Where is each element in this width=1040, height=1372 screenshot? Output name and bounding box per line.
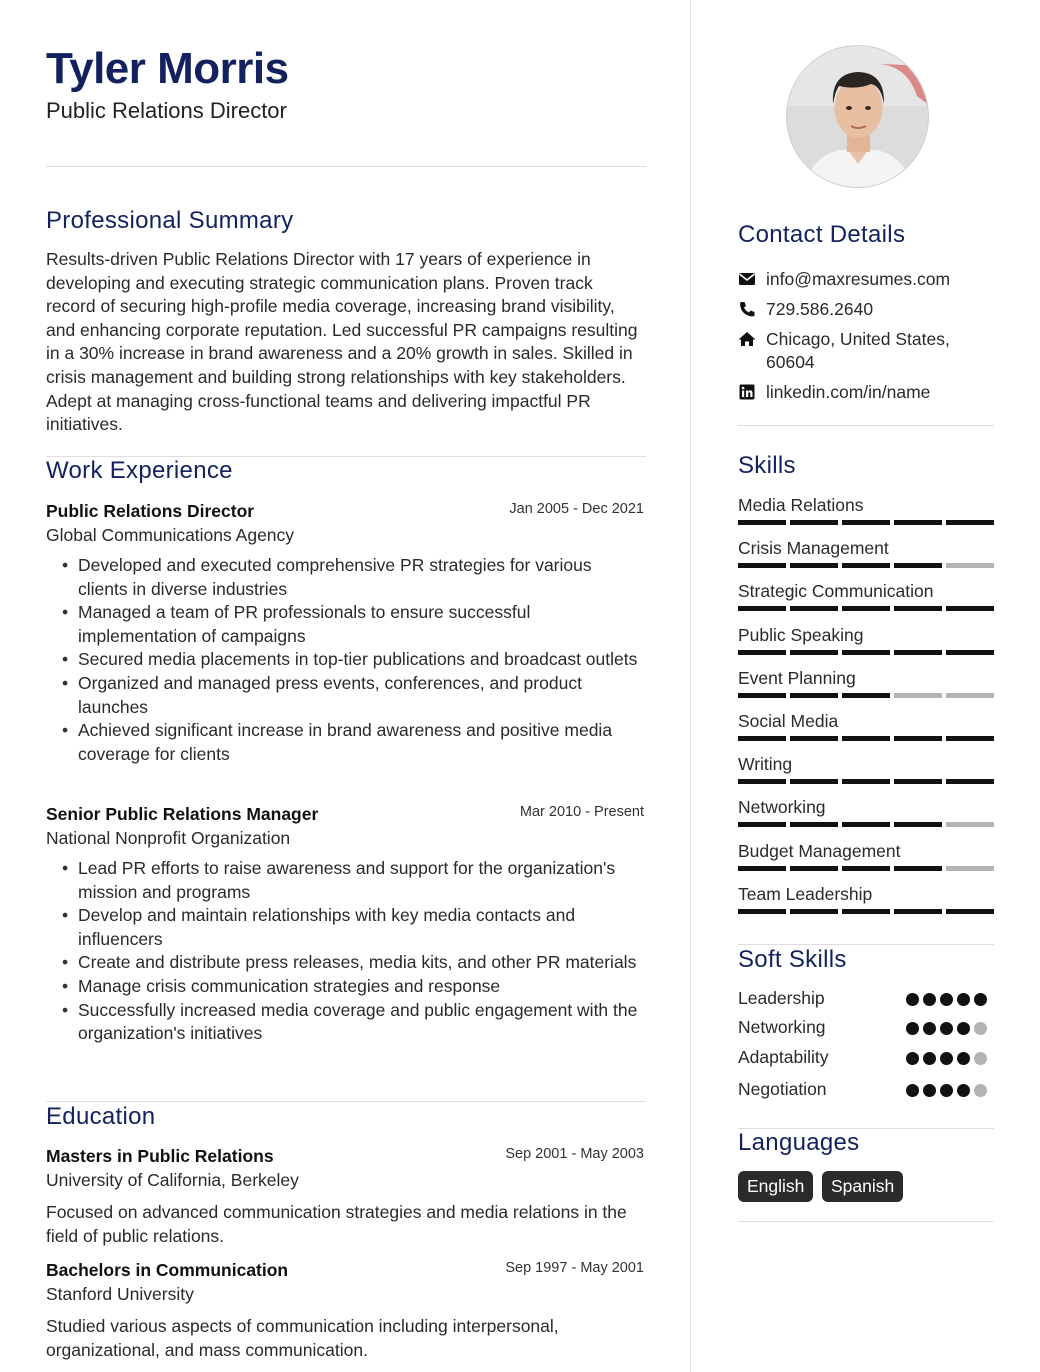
soft-skill-name: Leadership — [738, 988, 825, 1008]
rating-dot — [906, 1084, 919, 1097]
skill-name: Networking — [738, 797, 826, 818]
skill-level-segment — [894, 563, 942, 568]
rating-dot — [940, 1084, 953, 1097]
school-name: Stanford University — [46, 1284, 194, 1304]
skill-level-segment — [894, 822, 942, 827]
skill-level-bar — [738, 779, 994, 784]
skill-level-segment — [946, 736, 994, 741]
skill-level-bar — [738, 563, 994, 568]
skill-name: Media Relations — [738, 495, 864, 515]
skill-level-segment — [790, 693, 838, 698]
envelope-icon — [738, 271, 756, 287]
skill-name: Budget Management — [738, 840, 901, 861]
job-org: National Nonprofit Organization — [46, 828, 291, 848]
skill-level-segment — [894, 779, 942, 784]
rating-dot — [957, 993, 970, 1006]
skill-level-segment — [946, 520, 994, 525]
skill-level-segment — [946, 822, 994, 827]
soft-skill-rating — [906, 993, 986, 1007]
skills-divider — [738, 944, 994, 945]
skill-level-bar — [738, 520, 994, 525]
soft-skill-name: Negotiation — [738, 1079, 827, 1099]
skill-level-segment — [946, 650, 994, 655]
skill-level-segment — [946, 563, 994, 568]
skill-level-bar — [738, 866, 994, 871]
experience-heading: Work Experience — [46, 457, 233, 484]
job-date: Jan 2005 - Dec 2021 — [509, 501, 644, 517]
rating-dot — [974, 1084, 987, 1097]
skill-name: Social Media — [738, 711, 839, 731]
soft-skill-item — [738, 1079, 994, 1103]
skill-level-segment — [790, 909, 838, 914]
skill-level-segment — [894, 606, 942, 611]
skill-level-segment — [790, 822, 838, 827]
job-bullets — [60, 857, 640, 1046]
header-divider — [46, 166, 646, 167]
skill-item — [738, 495, 994, 516]
skill-level-segment — [842, 822, 890, 827]
rating-dot — [974, 993, 987, 1006]
column-divider — [690, 0, 691, 1372]
job-bullet: • Create and distribute press releases, media kits, and other PR materials — [60, 951, 640, 975]
soft-skill-item — [738, 988, 994, 1012]
soft-skill-item — [738, 1047, 994, 1071]
skill-level-segment — [738, 779, 786, 784]
skill-name: Event Planning — [738, 667, 856, 688]
language-chip: Spanish — [822, 1171, 903, 1202]
skill-level-segment — [842, 520, 890, 525]
phone-icon — [738, 301, 756, 317]
rating-dot — [923, 1052, 936, 1065]
school-name: University of California, Berkeley — [46, 1170, 299, 1190]
linkedin-link[interactable]: linkedin.com/in/name — [766, 382, 931, 402]
skill-level-segment — [738, 909, 786, 914]
skill-level-segment — [842, 909, 890, 914]
contact-divider — [738, 425, 994, 426]
skill-level-segment — [790, 779, 838, 784]
skill-item — [738, 754, 994, 775]
job-org: Global Communications Agency — [46, 525, 295, 545]
job-bullet: • Achieved significant increase in brand awareness and positive media coverage for clients — [60, 719, 640, 766]
skill-level-segment — [738, 736, 786, 741]
skill-level-bar — [738, 606, 994, 611]
skill-level-segment — [842, 779, 890, 784]
profile-photo — [786, 45, 929, 188]
language-chip: English — [738, 1171, 813, 1202]
rating-dot — [906, 993, 919, 1006]
contact-heading: Contact Details — [738, 221, 906, 248]
languages-heading: Languages — [738, 1129, 860, 1156]
summary-text: Results-driven Public Relations Director with 17 years of experience in developing and executing strategic communication plans. Proven track record of securing high-profile media coverage, increasing brand visibility, and enhancing corporate reputation. Led successful PR campaigns resulting in a 30% increase in brand awareness and a 20% growth in sales. Skilled in crisis management and building strong relationships with key stakeholders. Adept at managing cross-functional teams and delivering impactful PR initiatives. — [46, 249, 638, 435]
summary-heading: Professional Summary — [46, 207, 294, 234]
skill-level-segment — [738, 606, 786, 611]
job-bullet: • Organized and managed press events, conferences, and product launches — [60, 672, 640, 719]
linkedin-icon — [738, 384, 756, 400]
skill-level-segment — [738, 520, 786, 525]
phone-number[interactable]: 729.586.2640 — [766, 299, 874, 319]
skill-level-segment — [790, 736, 838, 741]
rating-dot — [940, 1022, 953, 1035]
skill-level-segment — [842, 736, 890, 741]
skill-level-segment — [894, 650, 942, 655]
skill-name: Public Speaking — [738, 624, 864, 645]
skill-level-bar — [738, 650, 994, 655]
home-icon — [738, 331, 756, 347]
job-bullets — [60, 554, 640, 766]
skill-level-bar — [738, 736, 994, 741]
skill-name: Team Leadership — [738, 883, 873, 904]
rating-dot — [957, 1022, 970, 1035]
skill-item — [738, 884, 994, 905]
rating-dot — [940, 993, 953, 1006]
skill-level-segment — [894, 520, 942, 525]
job-bullet: • Lead PR efforts to raise awareness and support for the organization's mission and programs — [60, 857, 640, 904]
skill-level-bar — [738, 693, 994, 698]
degree-date: Sep 2001 - May 2003 — [505, 1146, 644, 1162]
job-bullet: • Manage crisis communication strategies and response — [60, 975, 640, 999]
candidate-title: Public Relations Director — [46, 98, 287, 123]
skill-level-segment — [894, 736, 942, 741]
rating-dot — [957, 1084, 970, 1097]
job-bullet: • Managed a team of PR professionals to ensure successful implementation of campaigns — [60, 601, 640, 648]
skill-level-segment — [842, 606, 890, 611]
skill-name: Writing — [738, 754, 793, 775]
skill-level-segment — [738, 563, 786, 568]
skill-level-segment — [790, 563, 838, 568]
job-title: Public Relations Director — [46, 501, 255, 521]
skill-level-segment — [894, 866, 942, 871]
experience-divider — [46, 1101, 646, 1102]
degree-description: Studied various aspects of communication including interpersonal, organizational, and mass communication. — [46, 1316, 559, 1360]
skill-level-segment — [790, 606, 838, 611]
rating-dot — [923, 1084, 936, 1097]
skill-level-segment — [790, 866, 838, 871]
job-bullet: • Developed and executed comprehensive PR strategies for various clients in diverse industries — [60, 554, 640, 601]
skill-level-segment — [842, 866, 890, 871]
skill-name: Strategic Communication — [738, 581, 934, 602]
skill-item — [738, 711, 994, 732]
skill-level-segment — [790, 650, 838, 655]
soft-skill-name: Adaptability — [738, 1047, 829, 1067]
address-text: Chicago, United States, 60604 — [766, 329, 950, 372]
rating-dot — [974, 1052, 987, 1065]
soft-skill-rating — [906, 1084, 986, 1098]
rating-dot — [923, 1022, 936, 1035]
rating-dot — [906, 1022, 919, 1035]
skill-level-segment — [738, 822, 786, 827]
candidate-name: Tyler Morris — [46, 44, 289, 93]
degree-description: Focused on advanced communication strategies and media relations in the field of public relations. — [46, 1202, 627, 1246]
soft-skill-item — [738, 1017, 994, 1041]
email-link[interactable]: info@maxresumes.com — [766, 269, 951, 289]
education-heading: Education — [46, 1103, 156, 1130]
skill-level-segment — [946, 693, 994, 698]
skill-level-bar — [738, 822, 994, 827]
soft-skill-name: Networking — [738, 1017, 826, 1037]
skill-level-segment — [842, 563, 890, 568]
skill-level-segment — [738, 866, 786, 871]
soft-skills-heading: Soft Skills — [738, 946, 847, 973]
rating-dot — [906, 1052, 919, 1065]
skill-item — [738, 797, 994, 818]
skills-heading: Skills — [738, 452, 796, 479]
languages-divider — [738, 1221, 994, 1222]
job-bullet: • Develop and maintain relationships with key media contacts and influencers — [60, 904, 640, 951]
skill-level-segment — [946, 779, 994, 784]
job-bullet: • Successfully increased media coverage and public engagement with the organization's initiatives — [60, 999, 640, 1046]
skill-item — [738, 625, 994, 646]
rating-dot — [957, 1052, 970, 1065]
person-avatar-icon — [787, 46, 929, 188]
skill-item — [738, 538, 994, 559]
skill-level-segment — [738, 693, 786, 698]
rating-dot — [940, 1052, 953, 1065]
skill-level-segment — [738, 650, 786, 655]
skill-level-segment — [842, 650, 890, 655]
skill-item — [738, 668, 994, 689]
rating-dot — [974, 1022, 987, 1035]
soft-skill-rating — [906, 1052, 986, 1066]
degree-date: Sep 1997 - May 2001 — [505, 1260, 644, 1276]
rating-dot — [923, 993, 936, 1006]
skill-level-segment — [894, 909, 942, 914]
skill-item — [738, 841, 994, 862]
degree-title: Masters in Public Relations — [46, 1146, 274, 1166]
job-bullet: • Secured media placements in top-tier publications and broadcast outlets — [60, 648, 640, 672]
skill-level-segment — [946, 866, 994, 871]
skill-level-bar — [738, 909, 994, 914]
skill-level-segment — [946, 606, 994, 611]
skill-level-segment — [946, 909, 994, 914]
job-date: Mar 2010 - Present — [519, 804, 644, 820]
skill-name: Crisis Management — [738, 538, 889, 559]
skill-level-segment — [894, 693, 942, 698]
skill-level-segment — [842, 693, 890, 698]
skill-item — [738, 581, 994, 602]
job-title: Senior Public Relations Manager — [46, 804, 319, 824]
soft-skill-rating — [906, 1022, 986, 1036]
degree-title: Bachelors in Communication — [46, 1260, 289, 1280]
skill-level-segment — [790, 520, 838, 525]
